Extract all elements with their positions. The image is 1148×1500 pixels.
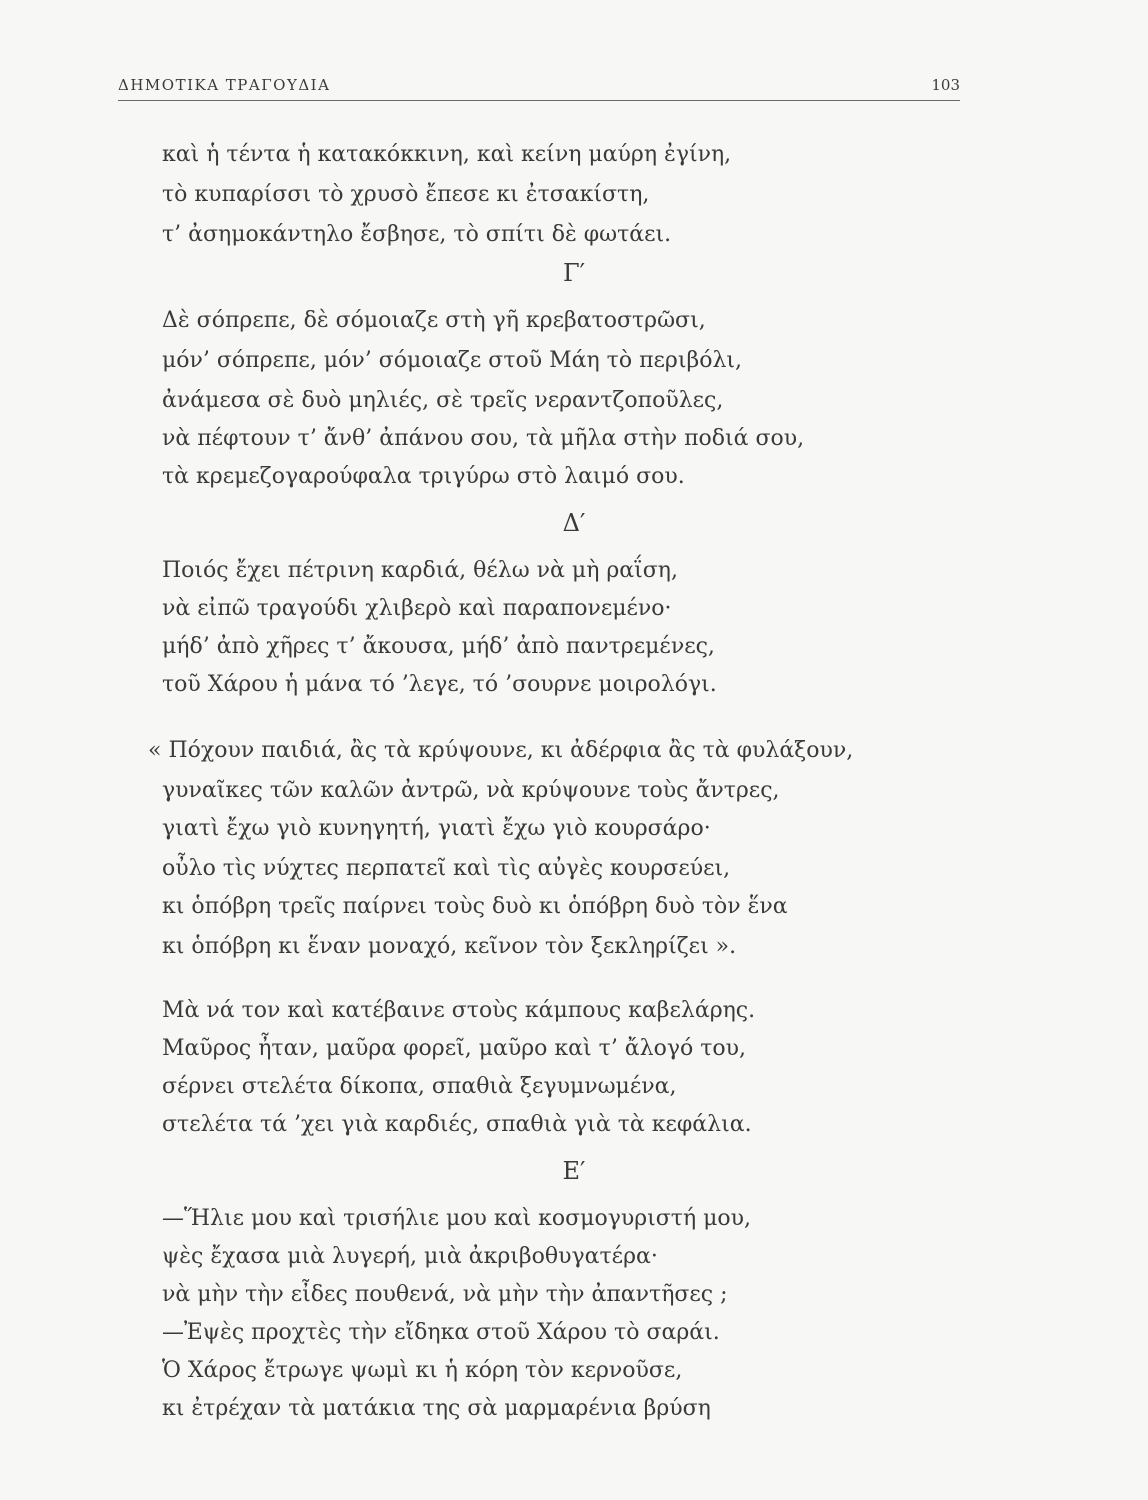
header-rule — [118, 100, 960, 101]
verse-line: κι ἐτρέχαν τὰ ματάκια της σὰ μαρμαρένια βρύση — [162, 1396, 711, 1421]
section-heading: Δ′ — [562, 509, 586, 537]
verse-line: Δὲ σόπρεπε, δὲ σόμοιαζε στὴ γῆ κρεβατοστρῶσι, — [162, 308, 706, 333]
running-title: ΔΗΜΟΤΙΚΑ ΤΡΑΓΟΥΔΙΑ — [118, 76, 331, 94]
verse-line: νὰ εἰπῶ τραγούδι χλιβερὸ καὶ παραπονεμένο· — [162, 596, 672, 621]
verse-line: γυναῖκες τῶν καλῶν ἀντρῶ, νὰ κρύψουνε τοὺς ἄντρες, — [162, 778, 780, 803]
section-heading: Ε′ — [562, 1157, 586, 1185]
verse-line: γιατὶ ἔχω γιὸ κυνηγητή, γιατὶ ἔχω γιὸ κουρσάρο· — [162, 816, 711, 841]
verse-line: καὶ ἡ τέντα ἡ κατακόκκινη, καὶ κείνη μαύρη ἐγίνη, — [162, 142, 732, 167]
verse-line: τὸ κυπαρίσσι τὸ χρυσὸ ἔπεσε κι ἐτσακίστη, — [162, 182, 650, 207]
verse-line: κι ὁπόβρη τρεῖς παίρνει τοὺς δυὸ κι ὁπόβρη δυὸ τὸν ἕνα — [162, 894, 788, 919]
verse-line: τοῦ Χάρου ἡ μάνα τό ’λεγε, τό ’σουρνε μοιρολόγι. — [162, 672, 717, 697]
verse-line: οὖλο τὶς νύχτες περπατεῖ καὶ τὶς αὐγὲς κουρσεύει, — [162, 856, 731, 881]
verse-line: ἀνάμεσα σὲ δυὸ μηλιές, σὲ τρεῖς νεραντζοποῦλες, — [162, 388, 724, 413]
verse-line: ψὲς ἔχασα μιὰ λυγερή, μιὰ ἀκριβοθυγατέρα· — [162, 1244, 658, 1269]
verse-line: —Ἥλιε μου καὶ τρισήλιε μου καὶ κοσμογυριστή μου, — [162, 1206, 752, 1231]
verse-line: τ’ ἀσημοκάντηλο ἔσβησε, τὸ σπίτι δὲ φωτάει. — [162, 222, 672, 247]
section-heading: Γ′ — [562, 259, 586, 287]
page-number: 103 — [931, 76, 960, 94]
verse-line: Ὁ Χάρος ἔτρωγε ψωμὶ κι ἡ κόρη τὸν κερνοῦσε, — [162, 1358, 683, 1383]
verse-line: Μὰ νά τον καὶ κατέβαινε στοὺς κάμπους καβελάρης. — [162, 998, 756, 1023]
verse-line: σέρνει στελέτα δίκοπα, σπαθιὰ ξεγυμνωμένα, — [162, 1074, 677, 1099]
verse-line: τὰ κρεμεζογαρούφαλα τριγύρω στὸ λαιμό σου. — [162, 464, 685, 489]
verse-line: « Πόχουν παιδιά, ἂς τὰ κρύψουνε, κι ἀδέρφια ἂς τὰ φυλάξουν, — [148, 738, 854, 763]
verse-line: Ποιός ἔχει πέτρινη καρδιά, θέλω νὰ μὴ ραΐση, — [162, 558, 678, 583]
verse-line: μήδ’ ἀπὸ χῆρες τ’ ἄκουσα, μήδ’ ἀπὸ παντρεμένες, — [162, 634, 715, 659]
verse-line: Μαῦρος ἦταν, μαῦρα φορεῖ, μαῦρο καὶ τ’ ἄλογό του, — [162, 1036, 747, 1061]
verse-line: στελέτα τά ’χει γιὰ καρδιές, σπαθιὰ γιὰ τὰ κεφάλια. — [162, 1112, 752, 1137]
verse-line: κι ὁπόβρη κι ἕναν μοναχό, κεῖνον τὸν ξεκληρίζει ». — [162, 934, 737, 959]
verse-line: νὰ μὴν τὴν εἶδες πουθενά, νὰ μὴν τὴν ἀπαντῆσες ; — [162, 1282, 728, 1307]
verse-line: μόν’ σόπρεπε, μόν’ σόμοιαζε στοῦ Μάη τὸ περιβόλι, — [162, 348, 743, 373]
page-header — [118, 72, 960, 104]
verse-line: νὰ πέφτουν τ’ ἄνθ’ ἀπάνου σου, τὰ μῆλα στὴν ποδιά σου, — [162, 426, 805, 451]
verse-line: —Ἐψὲς προχτὲς τὴν εἴδηκα στοῦ Χάρου τὸ σαράι. — [162, 1320, 720, 1345]
